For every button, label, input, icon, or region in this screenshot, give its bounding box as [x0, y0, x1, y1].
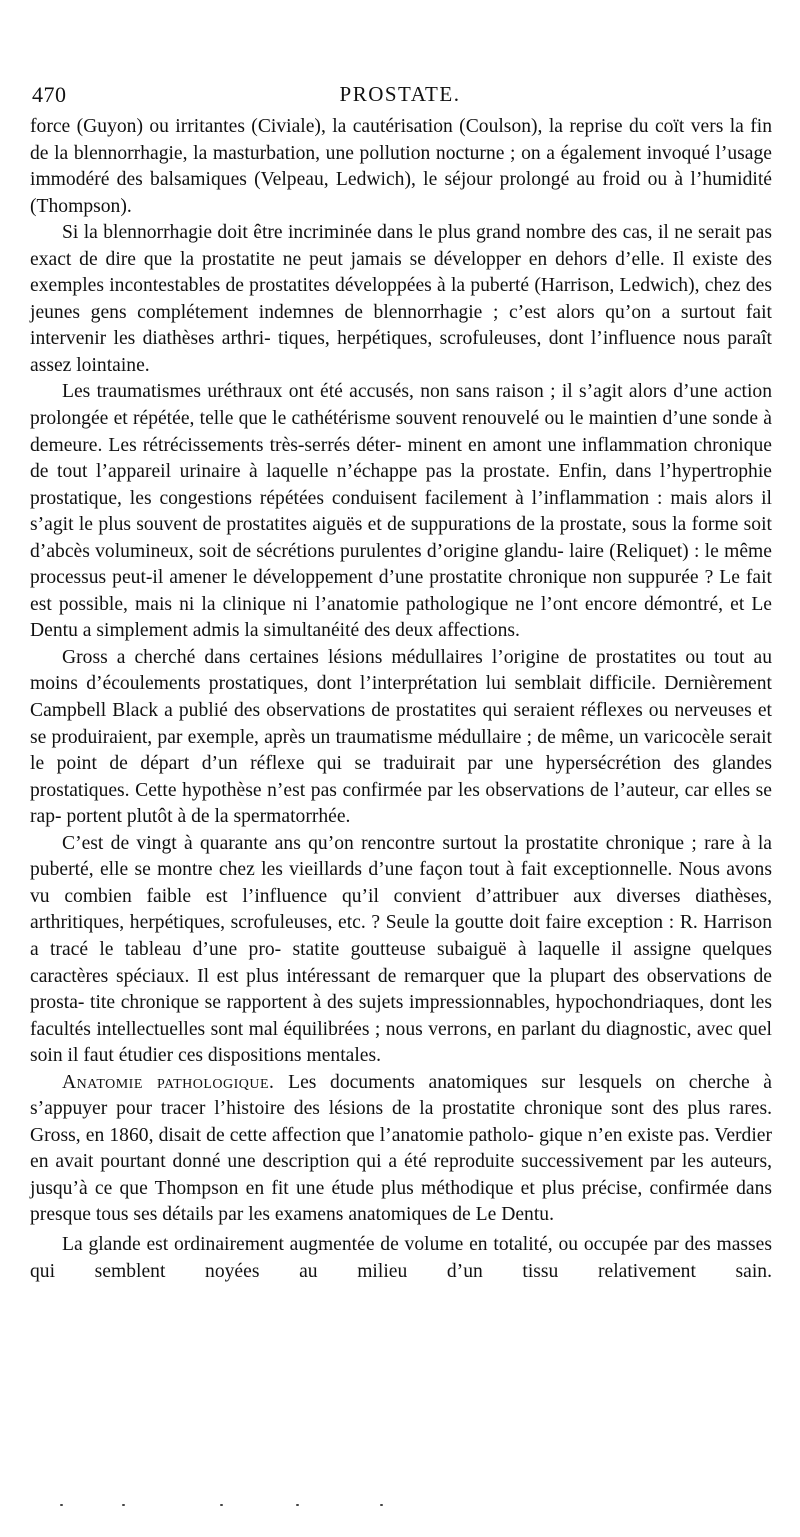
text-line: ou le maintien d’une sonde à demeure. Les rétrécissements très-serrés déter- — [30, 408, 773, 456]
footer-specks — [60, 1500, 740, 1510]
ink-speck — [380, 1504, 383, 1506]
text-line: le plus souvent de prostatites aiguës et de suppurations de la prostate, sous la — [78, 514, 687, 536]
text-line: rare à la puberté, elle se montre chez les vieillards d’une façon tout à fait — [30, 832, 773, 881]
section-heading: Anatomie pathologique. — [62, 1071, 275, 1093]
text-line: plus rares. Gross, en 1860, disait de cette affection que l’anatomie patholo- — [30, 1098, 772, 1146]
paragraph-age — [30, 831, 772, 1070]
text-line: hypothèse n’est pas confirmée par les observations de l’auteur, car elles se rap- — [30, 779, 772, 828]
text-line: exceptionnelle. Nous avons vu combien faible est l’influence qu’il convient — [30, 859, 772, 907]
text-line: de blennorrhagie ; c’est alors qu’on a surtout fait intervenir les diathèses arthri- — [30, 301, 772, 350]
text-line: Les documents anatomiques sur lesquels on cherche — [274, 1071, 750, 1093]
text-line: il ne serait pas exact de dire que la prostatite ne peut jamais se développer en — [30, 222, 772, 270]
text-line: forme soit d’abcès volumineux, soit de sécrétions purulentes d’origine glandu- — [30, 514, 772, 562]
text-line: coït vers la fin de la blennorrhagie, la masturbation, une pollution nocturne ; — [30, 116, 772, 164]
ink-speck — [122, 1504, 125, 1506]
paragraph-traumatismes — [30, 379, 772, 644]
text-line: l’anatomie pathologique ne l’ont encore démontré, et Le Dentu a simplement — [30, 593, 772, 642]
text-line: statite goutteuse subaiguë à laquelle il assigne quelques caractères spéciaux. — [30, 938, 772, 987]
text-line: C’est de vingt à quarante ans qu’on rencontre surtout la prostatite chronique ; — [62, 832, 697, 854]
text-line: le séjour prolongé au froid ou à l’humidité (Thompson). — [30, 169, 773, 217]
text-line: Seule la goutte doit faire exception : R. Harrison a tracé le tableau d’une pro- — [30, 912, 772, 960]
text-line: difficile. Dernièrement Campbell Black a publié des observations de prostatites — [30, 673, 772, 722]
ink-speck — [220, 1504, 223, 1506]
text-line: Gross a cherché dans certaines lésions médullaires l’origine de prostatites ou — [62, 646, 705, 668]
text-line: du diagnostic, avec quel soin il faut étudier ces dispositions mentales. — [30, 1018, 772, 1067]
text-line: d’attribuer aux diverses diathèses, arthritiques, herpétiques, scrofuleuses, etc. ? — [30, 885, 772, 934]
ink-speck — [60, 1504, 63, 1506]
running-title: PROSTATE. — [339, 82, 461, 106]
paragraph-blennorrhagia — [30, 220, 772, 379]
text-line: Les traumatismes uréthraux ont été accusés, non sans raison ; il s’agit alors — [62, 381, 667, 403]
text-line: portent plutôt à de la spermatorrhée. — [66, 806, 351, 828]
text-line: gique n’en existe pas. Verdier en avait pourtant donné une description qui a — [30, 1124, 772, 1173]
text-line: réflexe qui se traduirait par une hypersécrétion des glandes prostatiques. Cette — [30, 753, 772, 801]
text-line: une étude plus méthodique et plus précise, confirmée dans presque tous ses — [30, 1177, 772, 1226]
running-head — [30, 82, 770, 112]
text-line: par des masses qui semblent noyées au milieu d’un tissu relativement sain. — [30, 1233, 772, 1282]
text-line: Si la blennorrhagie doit être incriminée dans le plus grand nombre des cas, — [62, 222, 653, 244]
text-line: Il est plus intéressant de remarquer que la plupart des observations de prosta- — [30, 965, 772, 1014]
text-line: tiques, herpétiques, scrofuleuses, dont l’influence nous paraît assez lointaine. — [30, 328, 773, 376]
paragraph-lesions-medullaires — [30, 645, 772, 831]
paragraph-glande — [30, 1232, 772, 1285]
body-text — [30, 114, 772, 1285]
paragraph-causes-continued — [30, 114, 772, 220]
text-line: d’une action prolongée et répétée, telle que le cathétérisme souvent renouvelé — [30, 381, 772, 430]
text-line: dehors d’elle. Il existe des exemples incontestables de prostatites développées à — [30, 248, 773, 297]
page-number: 470 — [32, 82, 67, 107]
text-line: été reproduite successivement par les auteurs, jusqu’à ce que Thompson en fit — [30, 1151, 772, 1199]
text-line: tite chronique se rapportent à des sujets impressionnables, hypochondriaques, — [90, 992, 705, 1014]
text-line: traumatisme médullaire ; de même, un varicocèle serait le point de départ d’un — [30, 726, 772, 775]
text-line: congestions répétées conduisent facilement à l’inflammation : mais alors il s’agit — [30, 487, 772, 536]
text-line: laire (Reliquet) : le même processus peut-il amener le développement d’une — [30, 540, 772, 589]
text-line: on a également invoqué l’usage immodéré des balsamiques (Velpeau, Ledwich), — [30, 142, 772, 191]
text-line: prostatite chronique non suppurée ? Le fait est possible, mais ni la clinique ni — [30, 567, 772, 615]
text-line: admis la simultanéité des deux affections. — [192, 620, 520, 642]
ink-speck — [296, 1504, 299, 1506]
text-line: tout au moins d’écoulements prostatiques, dont l’interprétation lui semblait — [30, 646, 773, 695]
text-line: la puberté (Harrison, Ledwich), chez des jeunes gens complétement indemnes — [30, 275, 772, 323]
text-line: détails par les examens anatomiques de Le Dentu. — [162, 1204, 554, 1226]
text-line: dont les facultés intellectuelles sont mal équilibrées ; nous verrons, en parlant — [30, 992, 772, 1040]
text-line: laquelle n’échappe pas la prostate. Enfin, dans l’hypertrophie prostatique, les — [30, 461, 772, 509]
text-line: à s’appuyer pour tracer l’histoire des lésions de la prostatite chronique sont des — [30, 1071, 772, 1120]
text-line: qui seraient réflexes ou nerveuses et se produiraient, par exemple, après un — [30, 700, 772, 748]
text-line: force (Guyon) ou irritantes (Civiale), la cautérisation (Coulson), la reprise du — [30, 116, 649, 137]
paragraph-anatomie-pathologique — [30, 1070, 772, 1229]
text-line: minent en amont une inflammation chronique de tout l’appareil urinaire à — [30, 434, 772, 483]
text-line: La glande est ordinairement augmentée de volume en totalité, ou occupée — [62, 1233, 649, 1255]
